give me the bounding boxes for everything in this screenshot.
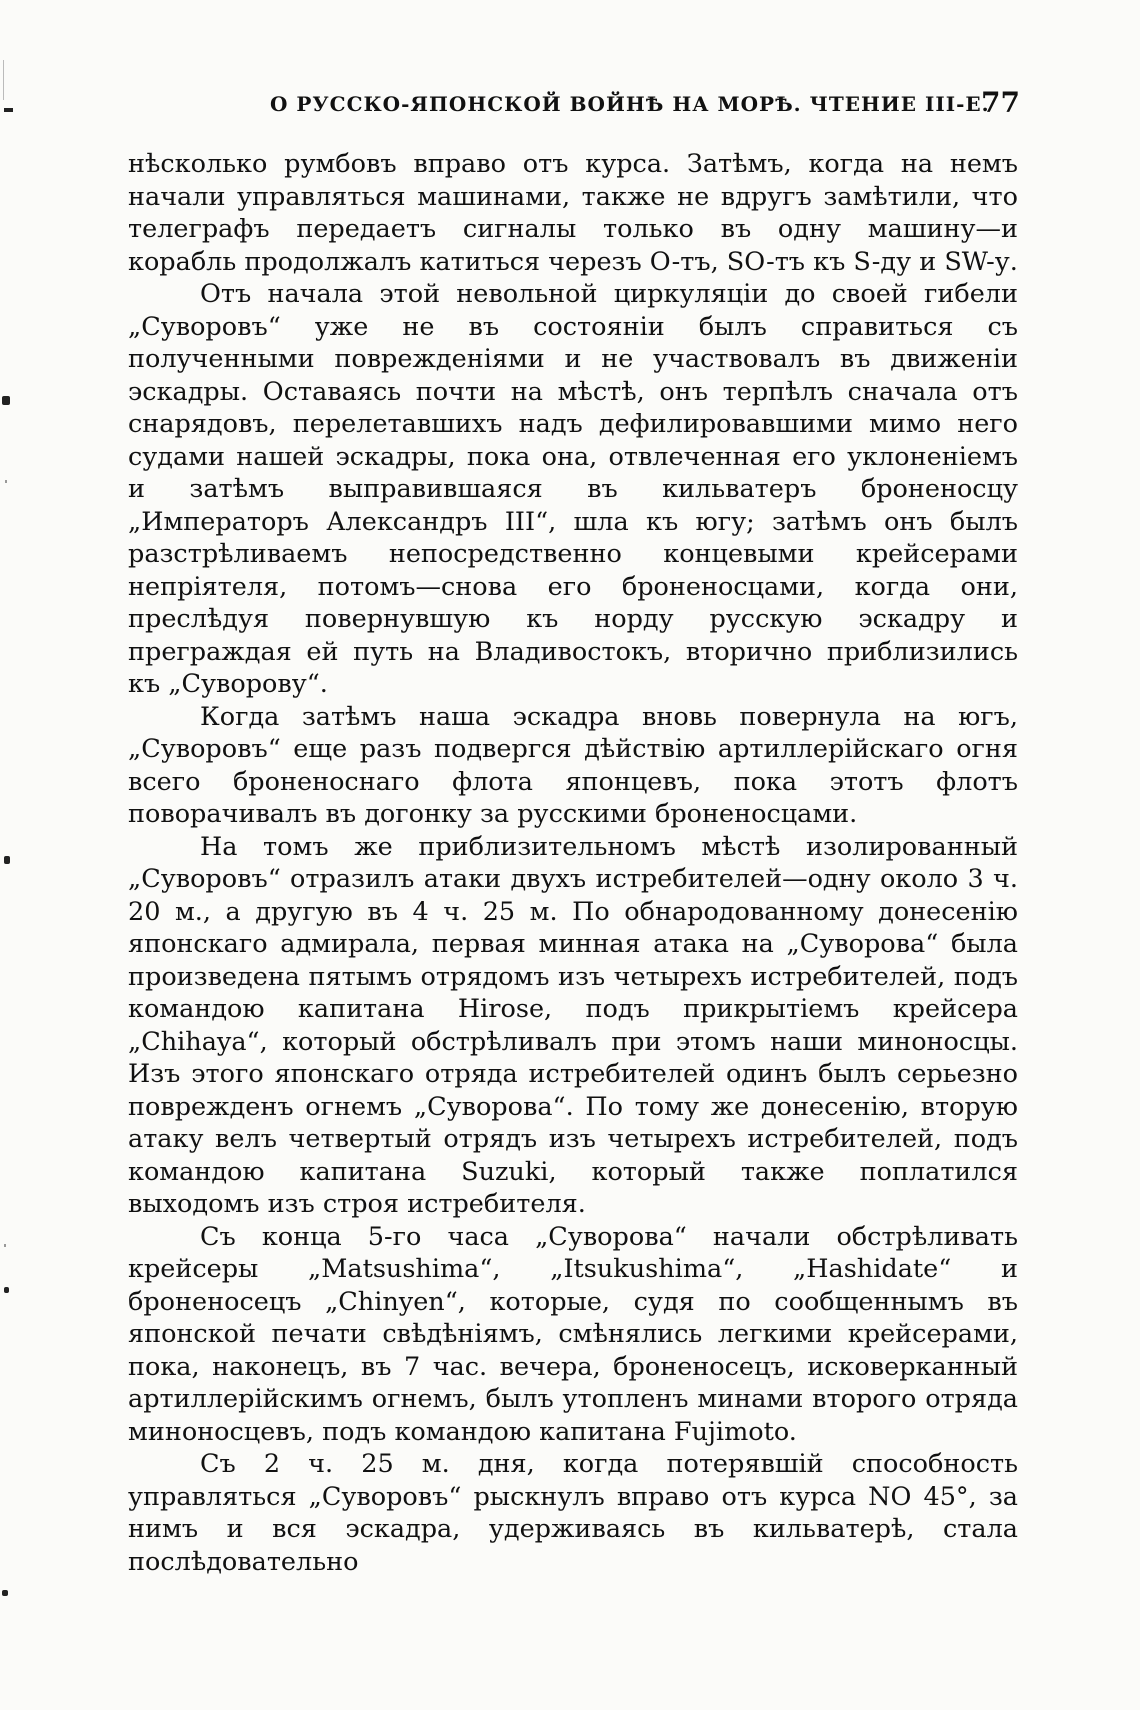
body-text <box>128 148 1018 1578</box>
scan-mark <box>2 396 10 405</box>
paragraph: Отъ начала этой невольной циркуляціи до своей гибели „Суворовъ“ уже не въ состояніи былъ справиться съ полученными поврежденіями и не участвовалъ въ движеніи эскадры. Оставаясь почти на мѣстѣ, онъ терпѣлъ сначала отъ снарядовъ, перелетавшихъ надъ дефилировавшими мимо него судами нашей эскадры, пока она, отвлеченная его уклоненіемъ и затѣмъ выправившаяся въ кильватеръ броненосцу „Императоръ Александръ III“, шла къ югу; затѣмъ онъ былъ разстрѣливаемъ непосредственно концевыми крейсерами непріятеля, потомъ—снова его броненосцами, когда они, преслѣдуя повернувшую къ норду русскую эскадру и преграждая ей путь на Владивостокъ, вторично приблизились къ „Суворову“. <box>128 279 1018 699</box>
scan-mark <box>3 60 4 100</box>
scan-mark <box>4 856 10 864</box>
page-number: 77 <box>981 86 1020 119</box>
running-title: О РУССКО-ЯПОНСКОЙ ВОЙНѢ НА МОРѢ. ЧТЕНИЕ III-Е. <box>270 92 990 116</box>
paragraph-continuation: нѣсколько румбовъ вправо отъ курса. Затѣмъ, когда на немъ начали управляться машинами, также не вдругъ замѣтили, что телеграфъ передаетъ сигналы только въ одну машину—и корабль продолжалъ катиться черезъ O-тъ, SO-тъ къ S-ду и SW-у. <box>128 149 1018 277</box>
scan-mark <box>4 1287 9 1293</box>
scan-mark <box>4 1244 6 1247</box>
running-head <box>120 86 1020 126</box>
paragraph: На томъ же приблизительномъ мѣстѣ изолированный „Суворовъ“ отразилъ атаки двухъ истребителей—одну около 3 ч. 20 м., а другую въ 4 ч. 25 м. По обнародованному донесенію японскаго адмирала, первая минная атака на „Суворова“ была произведена пятымъ отрядомъ изъ четырехъ истребителей, подъ командою капитана Hirose, подъ прикрытіемъ крейсера „Chihaya“, который обстрѣливалъ при этомъ наши миноносцы. Изъ этого японскаго отряда истребителей одинъ былъ серьезно поврежденъ огнемъ „Суворова“. По тому же донесенію, вторую атаку велъ четвертый отрядъ изъ четырехъ истребителей, подъ командою капитана Suzuki, который также поплатился выходомъ изъ строя истребителя. <box>128 831 1018 1219</box>
paragraph: Съ 2 ч. 25 м. дня, когда потерявшій способность управляться „Суворовъ“ рыскнулъ вправо отъ курса NO 45°, за нимъ и вся эскадра, удерживаясь въ кильватерѣ, стала послѣдовательно <box>128 1449 1018 1577</box>
paragraph: Когда затѣмъ наша эскадра вновь повернула на югъ, „Суворовъ“ еще разъ подвергся дѣйствію артиллерійскаго огня всего броненоснаго флота японцевъ, пока этотъ флотъ поворачивалъ въ догонку за русскими броненосцами. <box>128 701 1018 829</box>
scan-mark <box>2 1590 8 1596</box>
scan-mark <box>4 108 13 112</box>
paragraph: Съ конца 5-го часа „Суворова“ начали обстрѣливать крейсеры „Matsushima“, „Itsukushima“, „Hashidate“ и броненосецъ „Chinyen“, которые, судя по сообщеннымъ въ японской печати свѣдѣніямъ, смѣнялись легкими крейсерами, пока, наконецъ, въ 7 час. вечера, броненосецъ, исковерканный артиллерійскимъ огнемъ, былъ утопленъ минами второго отряда миноносцевъ, подъ командою капитана Fujimoto. <box>128 1221 1018 1447</box>
scan-mark <box>5 480 7 483</box>
